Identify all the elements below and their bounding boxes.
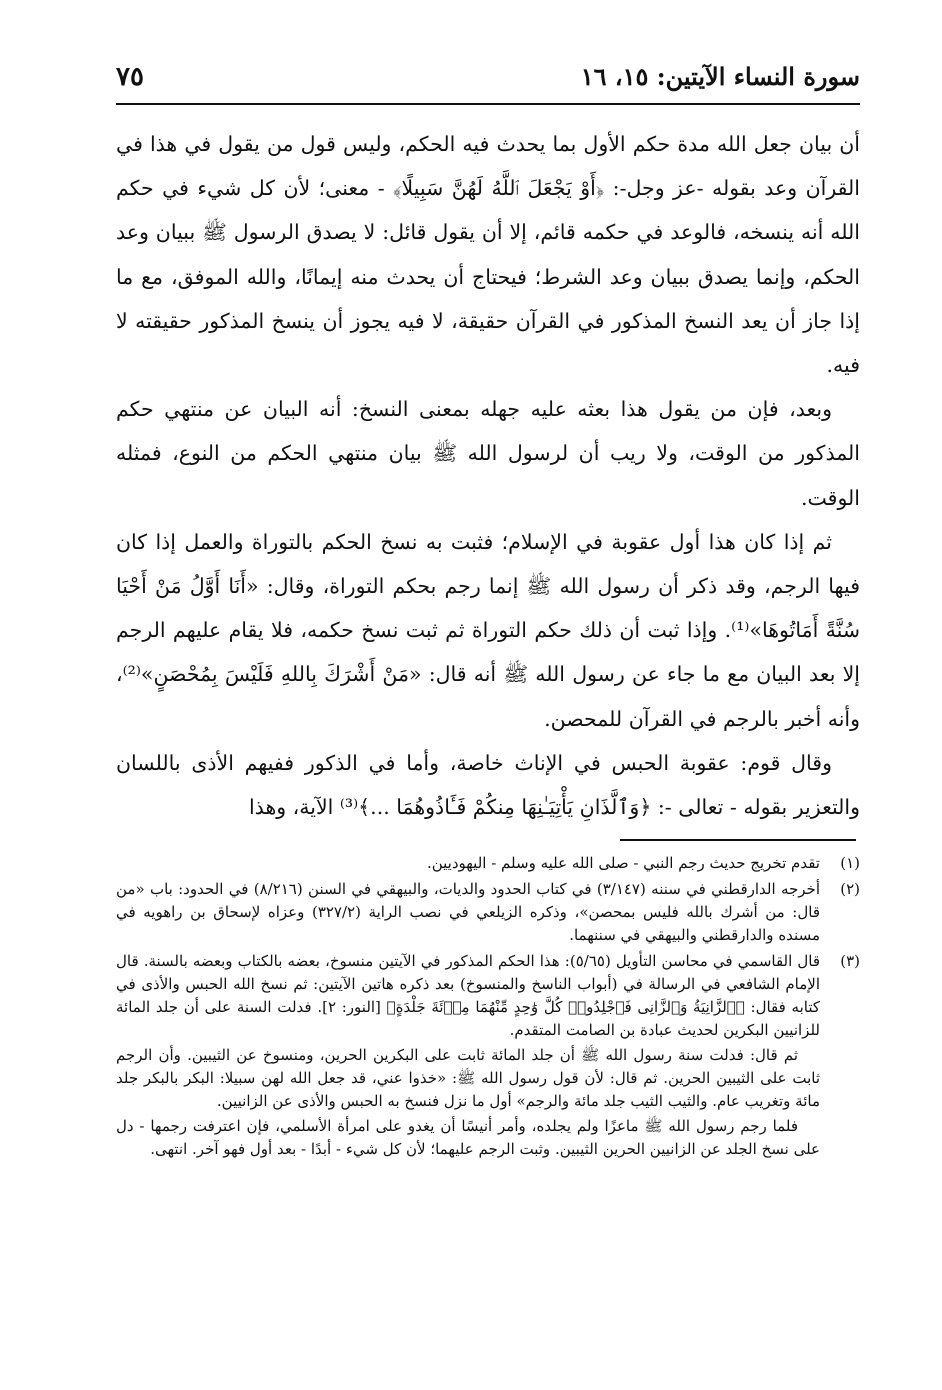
footnote-body — [116, 878, 820, 947]
body-paragraph: أن بيان جعل الله مدة حكم الأول بما يحدث فيه الحكم، وليس قول من يقول في هذا في القرآن وعد بقوله -عز وجل-: ﴿أَوْ يَجْعَلَ ٱللَّهُ لَهُنَّ سَبِيلًا﴾ - معنى؛ لأن كل شيء في حكم الله أنه ينسخه، فالوعد في حكمه قائم، إلا أن يقول قائل: لا يصدق الرسول ﷺ ببيان وعد الحكم، وإنما يصدق ببيان وعد الشرط؛ فيحتاج أن يحدث منه إيمانًا، والله الموفق، مع ما إذا جاز أن يعد النسخ المذكور في القرآن حقيقة، لا فيه يجوز أن ينسخ المذكور حقيقته لا فيه. — [116, 132, 860, 378]
footnotes — [116, 852, 860, 1164]
footnote — [116, 852, 860, 875]
body-paragraph: وبعد، فإن من يقول هذا بعثه عليه جهله بمعنى النسخ: أنه البيان عن منتهي حكم المذكور من الوقت، ولا ريب أن لرسول الله ﷺ بيان منتهي الحكم من النوع، فمثله الوقت. — [116, 397, 860, 510]
body-paragraph: ثم إذا كان هذا أول عقوبة في الإسلام؛ فثبت به نسخ الحكم بالتوراة والعمل إذا كان فيها الرجم، وقد ذكر أن رسول الله ﷺ إنما رجم بحكم التوراة، وقال: «أَنَا أَوَّلُ مَنْ أَحْيَا سُنَّةً أَمَاتُوهَا»⁽¹⁾. وإذا ثبت أن ذلك حكم التوراة ثم ثبت نسخ حكمه، فلا يقام عليهم الرجم إلا بعد البيان مع ما جاء عن رسول الله ﷺ أنه قال: «مَنْ أَشْرَكَ بِاللهِ فَلَيْسَ بِمُحْصَنٍ»⁽²⁾، وأنه أخبر بالرجم في القرآن للمحصن. — [116, 529, 860, 731]
page-header — [116, 58, 860, 98]
footnote — [116, 878, 860, 947]
footnote-number: (٢) — [840, 880, 860, 898]
footnote-text: تقدم تخريج حديث رجم النبي - صلى الله عليه وسلم - اليهوديين. — [426, 854, 820, 872]
page-number: ٧٥ — [116, 62, 144, 92]
footnote-number: (١) — [840, 854, 860, 872]
footnote-text: أخرجه الدارقطني في سننه (٣/١٤٧) في كتاب الحدود والديات، والبيهقي في السنن (٨/٢١٦) في الحدود: باب «من قال: من أشرك بالله فليس بمحصن»، وذكره الزيلعي في نصب الراية (٣٢٧/٢) وعزاه لإسحاق بن راهويه في مسنده والدارقطني والبيهقي في سننهما. — [116, 880, 821, 944]
footnote-text: فلما رجم رسول الله ﷺ ماعزًا ولم يجلده، وأمر أنيسًا أن يغدو على امرأة الأسلمي، فإن اعترفت رجمها - دل على نسخ الجلد عن الزانيين الحرين الثيبين. وثبت الرجم عليهما؛ لأن كل شيء - أبدًا - بعد أول فهو آخر. انتهى. — [116, 1117, 820, 1158]
footnote-text: قال القاسمي في محاسن التأويل (٥/٦٥): هذا الحكم المذكور في الآيتين منسوخ، بعضه بالكتاب وبعضه بالسنة. قال الإمام الشافعي في الرسالة في (أبواب الناسخ والمنسوخ) بعد ذكره هاتين الآيتين: ثم نسخ الله الحبس والأذى في كتابه فقال: ﴿ٱلزَّانِيَةُ وَٱلزَّانِى فَٱجْلِدُوا۟ كُلَّ وَٰحِدٍ مِّنْهُمَا مِا۟ئَةَ جَلْدَةٍ﴾ [النور: ٢]. فدلت السنة على أن جلد المائة للزانيين البكرين لحديث عبادة بن الصامت المتقدم. — [116, 952, 821, 1039]
footnote-text: ثم قال: فدلت سنة رسول الله ﷺ أن جلد المائة ثابت على البكرين الحرين، ومنسوخ عن الثيبين. وأن الرجم ثابت على الثيبين الحرين. ثم قال: لأن قول رسول الله ﷺ: «خذوا عني، قد جعل الله لهن سبيلا: البكر بالبكر جلد مائة وتغريب عام. والثيب الثيب جلد مائة والرجم» أول ما نزل فنسخ به الحبس والأذى عن الزانيين. — [116, 1046, 820, 1110]
footnote — [116, 950, 860, 1161]
footnote-number: (٣) — [840, 952, 860, 970]
footnote-body — [116, 852, 820, 875]
body-paragraph: وقال قوم: عقوبة الحبس في الإناث خاصة، وأما في الذكور ففيهم الأذى باللسان والتعزير بقوله - تعالى -: ﴿وَٱلَّذَانِ يَأْتِيَـٰنِهَا مِنكُمْ فَـَٔاذُوهُمَا ...﴾⁽³⁾ الآية، وهذا — [116, 750, 860, 820]
main-text — [116, 122, 860, 829]
header-rule — [116, 103, 860, 105]
running-title: سورة النساء الآيتين: ١٥، ١٦ — [580, 62, 860, 91]
footnote-body — [116, 950, 820, 1161]
footnote-separator — [620, 839, 856, 841]
